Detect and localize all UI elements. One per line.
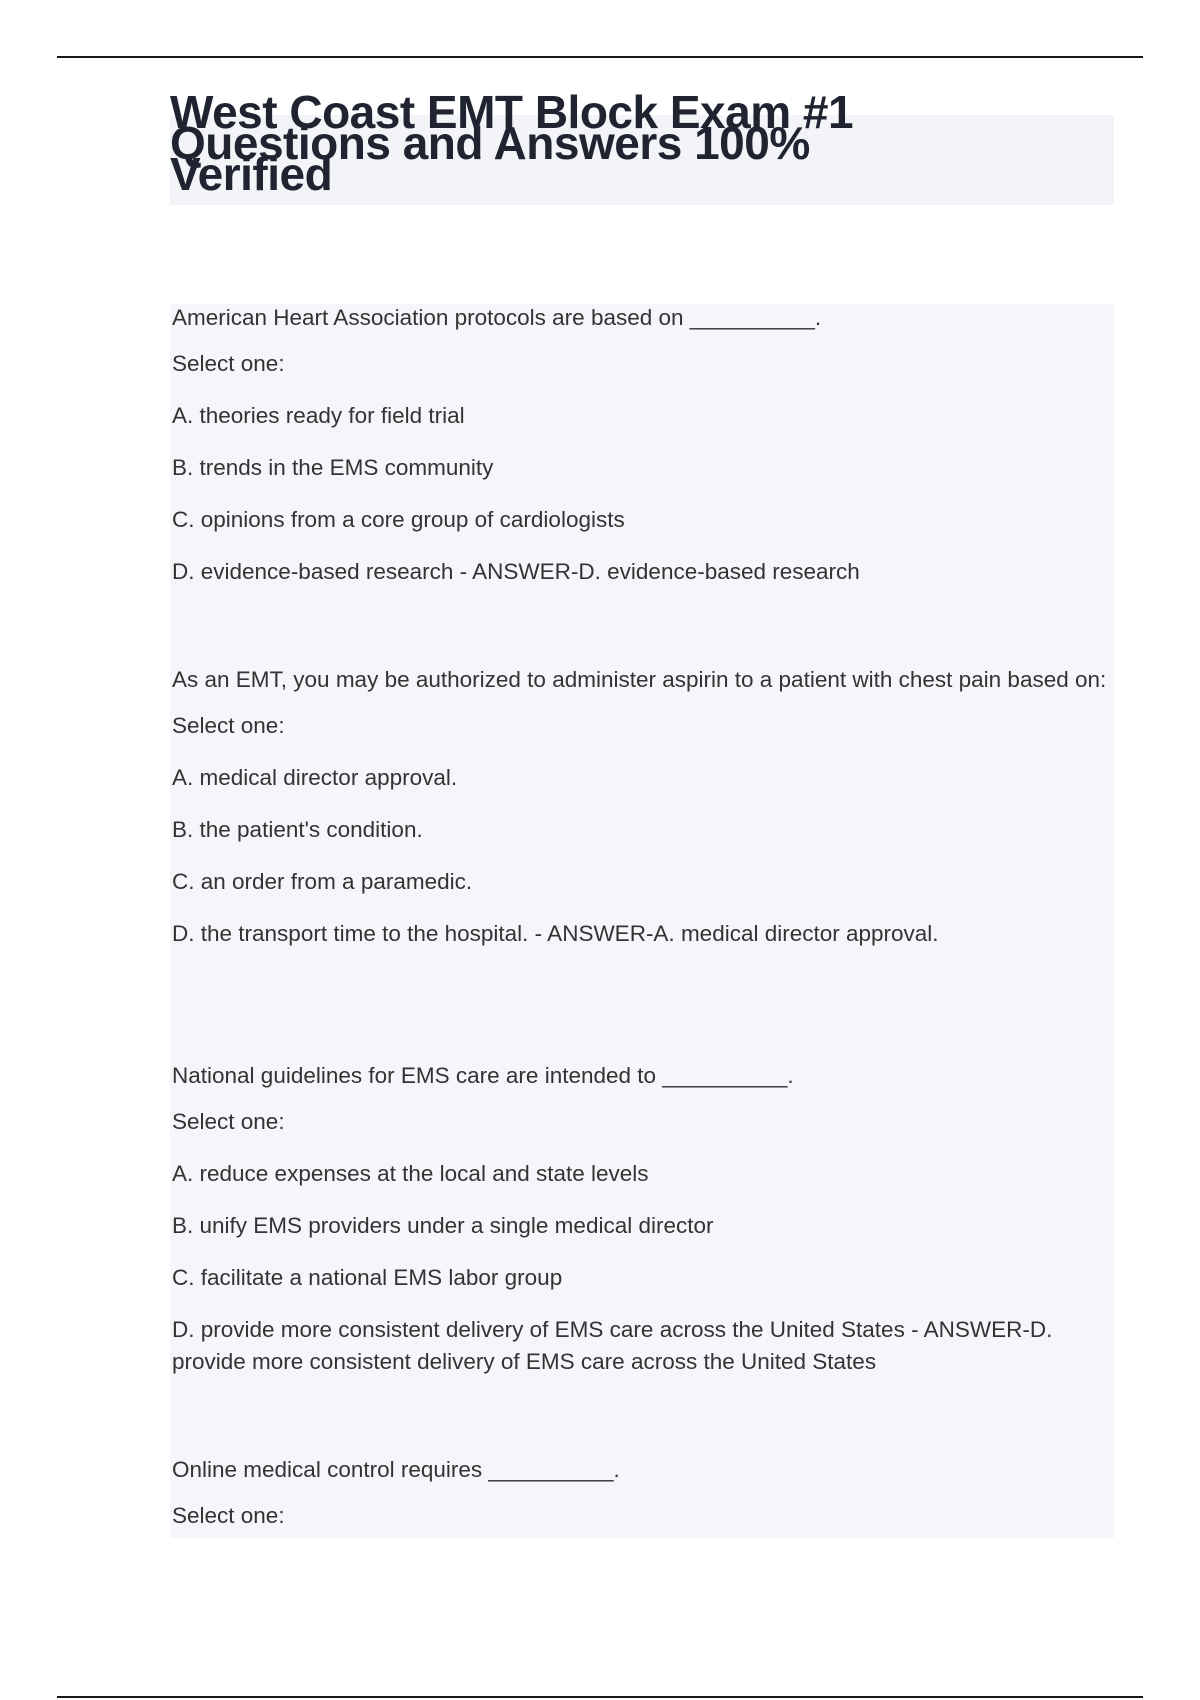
option-b: B. the patient's condition. (172, 817, 423, 842)
select-one-label: Select one: (172, 1503, 285, 1528)
question-prompt: Online medical control requires __________. (172, 1457, 620, 1482)
question-prompt: As an EMT, you may be authorized to administer aspirin to a patient with chest pain based on: (172, 667, 1107, 692)
question-4 (172, 1454, 1112, 1532)
option-b: B. trends in the EMS community (172, 455, 494, 480)
question-3 (172, 1060, 1112, 1378)
option-c: C. facilitate a national EMS labor group (172, 1265, 563, 1290)
option-a: A. theories ready for field trial (172, 403, 465, 428)
document-title: West Coast EMT Block Exam #1 Questions and Answers 100% Verified (170, 86, 854, 200)
option-a: A. medical director approval. (172, 765, 458, 790)
select-one-label: Select one: (172, 351, 285, 376)
option-d-answer: D. the transport time to the hospital. - ANSWER-A. medical director approval. (172, 921, 939, 946)
option-c: C. an order from a paramedic. (172, 869, 473, 894)
option-c: C. opinions from a core group of cardiologists (172, 507, 625, 532)
option-d-answer: D. provide more consistent delivery of EMS care across the United States - ANSWER-D. provide more consistent delivery of EMS care across the United States (172, 1317, 1053, 1374)
question-prompt: American Heart Association protocols are based on __________. (172, 305, 822, 330)
option-b: B. unify EMS providers under a single medical director (172, 1213, 714, 1238)
select-one-label: Select one: (172, 1109, 285, 1134)
option-a: A. reduce expenses at the local and state levels (172, 1161, 649, 1186)
top-rule (57, 56, 1143, 58)
select-one-label: Select one: (172, 713, 285, 738)
question-2 (172, 664, 1112, 950)
option-d-answer: D. evidence-based research - ANSWER-D. evidence-based research (172, 559, 860, 584)
question-prompt: National guidelines for EMS care are intended to __________. (172, 1063, 794, 1088)
bottom-rule (57, 1696, 1143, 1698)
question-1 (172, 302, 1112, 588)
